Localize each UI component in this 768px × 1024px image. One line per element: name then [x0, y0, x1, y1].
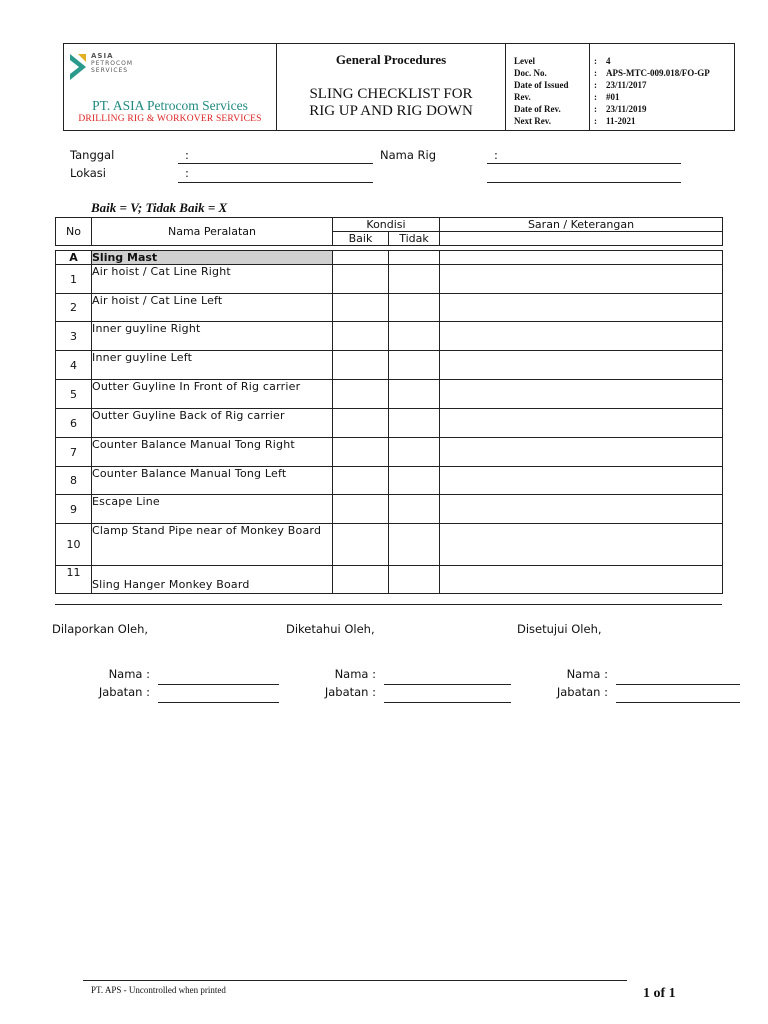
checklist-table [55, 217, 723, 594]
table-row [56, 409, 723, 438]
meta-value-row [594, 79, 734, 91]
row-no: 4 [56, 351, 92, 380]
company-logo-icon [68, 52, 88, 82]
row-name: Clamp Stand Pipe near of Monkey Board [92, 524, 333, 566]
nama-rig-field[interactable] [487, 163, 681, 164]
row-name: Outter Guyline In Front of Rig carrier [92, 380, 333, 409]
meta-colon: : [594, 116, 597, 126]
row-name: Air hoist / Cat Line Left [92, 294, 333, 322]
meta-colon: : [594, 104, 597, 114]
meta-value-row [594, 91, 734, 103]
reporter-jabatan-label: Jabatan : [98, 685, 150, 699]
row-no: 7 [56, 438, 92, 467]
baik-cell[interactable] [333, 251, 389, 265]
known-by-label: Diketahui Oleh, [286, 622, 375, 636]
meta-label: Next Rev. [514, 116, 551, 126]
baik-cell[interactable] [333, 265, 389, 294]
lokasi-colon: : [185, 166, 189, 180]
saran-cell[interactable] [440, 294, 723, 322]
meta-label: Doc. No. [514, 68, 547, 78]
row-name: Escape Line [92, 495, 333, 524]
title-line-1: SLING CHECKLIST FOR [309, 86, 473, 102]
lokasi-label: Lokasi [70, 166, 106, 180]
meta-labels [506, 44, 590, 130]
saran-cell[interactable] [440, 322, 723, 351]
table-row [56, 322, 723, 351]
logo-text-line: SERVICES [91, 67, 129, 74]
baik-cell[interactable] [333, 524, 389, 566]
col-name-header: Nama Peralatan [92, 218, 333, 246]
table-row [56, 524, 723, 566]
row-name: Counter Balance Manual Tong Right [92, 438, 333, 467]
company-block [64, 44, 277, 130]
meta-value-row [594, 67, 734, 79]
row-name: Inner guyline Right [92, 322, 333, 351]
document-meta [506, 44, 734, 130]
row-no: 11 [56, 566, 92, 594]
baik-cell[interactable] [333, 380, 389, 409]
saran-cell[interactable] [440, 265, 723, 294]
row-no: 8 [56, 467, 92, 495]
table-header-row [56, 218, 723, 232]
tidak-cell[interactable] [389, 495, 440, 524]
col-tidak-header: Tidak [389, 232, 440, 246]
saran-cell[interactable] [440, 566, 723, 594]
saran-cell[interactable] [440, 524, 723, 566]
col-baik-header: Baik [333, 232, 389, 246]
meta-colon: : [594, 92, 597, 102]
saran-cell[interactable] [440, 409, 723, 438]
row-no: 1 [56, 265, 92, 294]
section-no: A [56, 251, 92, 265]
baik-cell[interactable] [333, 351, 389, 380]
tidak-cell[interactable] [389, 322, 440, 351]
col-no-header: No [56, 218, 92, 246]
logo-text-line: ASIA [91, 52, 114, 60]
known-nama-label: Nama : [334, 667, 376, 681]
row-name: Air hoist / Cat Line Right [92, 265, 333, 294]
saran-cell[interactable] [440, 495, 723, 524]
baik-cell[interactable] [333, 467, 389, 495]
table-row [56, 294, 723, 322]
document-title [277, 86, 505, 120]
approver-nama-field[interactable] [616, 684, 740, 685]
tanggal-colon: : [185, 148, 189, 162]
row-no: 6 [56, 409, 92, 438]
nama-rig-colon: : [494, 148, 498, 162]
meta-value: 23/11/2019 [606, 104, 647, 114]
company-name: PT. ASIA Petrocom Services [92, 98, 248, 113]
row-no: 5 [56, 380, 92, 409]
tidak-cell[interactable] [389, 409, 440, 438]
meta-value: 23/11/2017 [606, 80, 647, 90]
baik-cell[interactable] [333, 495, 389, 524]
tidak-cell[interactable] [389, 351, 440, 380]
meta-value: 4 [606, 56, 611, 66]
logo-text-line: PETROCOM [91, 60, 134, 67]
tidak-cell[interactable] [389, 380, 440, 409]
table-row [56, 351, 723, 380]
tidak-cell[interactable] [389, 251, 440, 265]
row-name: Outter Guyline Back of Rig carrier [92, 409, 333, 438]
footer-divider [83, 980, 627, 981]
section-row [56, 251, 723, 265]
baik-cell[interactable] [333, 409, 389, 438]
nama-rig-label: Nama Rig [380, 148, 437, 162]
baik-cell[interactable] [333, 566, 389, 594]
tidak-cell[interactable] [389, 566, 440, 594]
extra-field[interactable] [487, 182, 681, 183]
meta-value-row [594, 55, 734, 67]
saran-cell[interactable] [440, 380, 723, 409]
baik-cell[interactable] [333, 322, 389, 351]
reported-by-label: Dilaporkan Oleh, [52, 622, 149, 636]
approved-by-label: Disetujui Oleh, [517, 622, 602, 636]
reporter-jabatan-field[interactable] [158, 702, 279, 703]
tidak-cell[interactable] [389, 438, 440, 467]
table-row [56, 380, 723, 409]
page-number: 1 of 1 [643, 986, 676, 1001]
saran-cell[interactable] [440, 351, 723, 380]
meta-value: 11-2021 [606, 116, 636, 126]
approver-jabatan-field[interactable] [616, 702, 740, 703]
col-saran-header: Saran / Keterangan [440, 218, 723, 232]
row-no: 3 [56, 322, 92, 351]
table-row [56, 495, 723, 524]
tanggal-field[interactable] [178, 163, 373, 164]
division-name: DRILLING RIG & WORKOVER SERVICES [78, 114, 262, 124]
known-jabatan-field[interactable] [384, 702, 511, 703]
title-line-2: RIG UP AND RIG DOWN [309, 103, 473, 119]
section-label: Sling Mast [92, 251, 333, 265]
meta-label: Date of Rev. [514, 104, 561, 114]
reporter-nama-field[interactable] [158, 684, 279, 685]
table-row [56, 438, 723, 467]
lokasi-field[interactable] [178, 182, 373, 183]
reporter-nama-label: Nama : [108, 667, 150, 681]
tidak-cell[interactable] [389, 294, 440, 322]
known-jabatan-label: Jabatan : [324, 685, 376, 699]
condition-legend: Baik = V; Tidak Baik = X [91, 200, 228, 215]
table-row [56, 467, 723, 495]
meta-value: #01 [606, 92, 620, 102]
meta-label: Rev. [514, 92, 531, 102]
footer-note: PT. APS - Uncontrolled when printed [91, 985, 226, 995]
row-no: 9 [56, 495, 92, 524]
document-category: General Procedures [335, 52, 447, 67]
known-nama-field[interactable] [384, 684, 511, 685]
approver-jabatan-label: Jabatan : [556, 685, 608, 699]
meta-colon: : [594, 80, 597, 90]
col-kondisi-header: Kondisi [333, 218, 440, 232]
meta-value-row [594, 103, 734, 115]
table-row [56, 566, 723, 594]
tidak-cell[interactable] [389, 265, 440, 294]
meta-colon: : [594, 56, 597, 66]
saran-cell[interactable] [440, 251, 723, 265]
row-no: 10 [56, 524, 92, 566]
tidak-cell[interactable] [389, 524, 440, 566]
table-row [56, 265, 723, 294]
meta-label: Level [514, 56, 535, 66]
document-header [63, 43, 735, 131]
tanggal-label: Tanggal [70, 148, 115, 162]
baik-cell[interactable] [333, 294, 389, 322]
row-no: 2 [56, 294, 92, 322]
title-block [277, 44, 506, 130]
tidak-cell[interactable] [389, 467, 440, 495]
meta-colon: : [594, 68, 597, 78]
table-end-divider [55, 604, 722, 605]
saran-cell[interactable] [440, 438, 723, 467]
approver-nama-label: Nama : [566, 667, 608, 681]
meta-value-row [594, 115, 734, 127]
row-name: Sling Hanger Monkey Board [92, 566, 333, 594]
meta-value: APS-MTC-009.018/FO-GP [606, 68, 710, 78]
logo-wordmark [91, 53, 133, 74]
saran-cell[interactable] [440, 467, 723, 495]
meta-values [590, 44, 734, 130]
baik-cell[interactable] [333, 438, 389, 467]
row-name: Inner guyline Left [92, 351, 333, 380]
col-saran-sub [440, 232, 723, 246]
row-name: Counter Balance Manual Tong Left [92, 467, 333, 495]
meta-label: Date of Issued [514, 80, 569, 90]
